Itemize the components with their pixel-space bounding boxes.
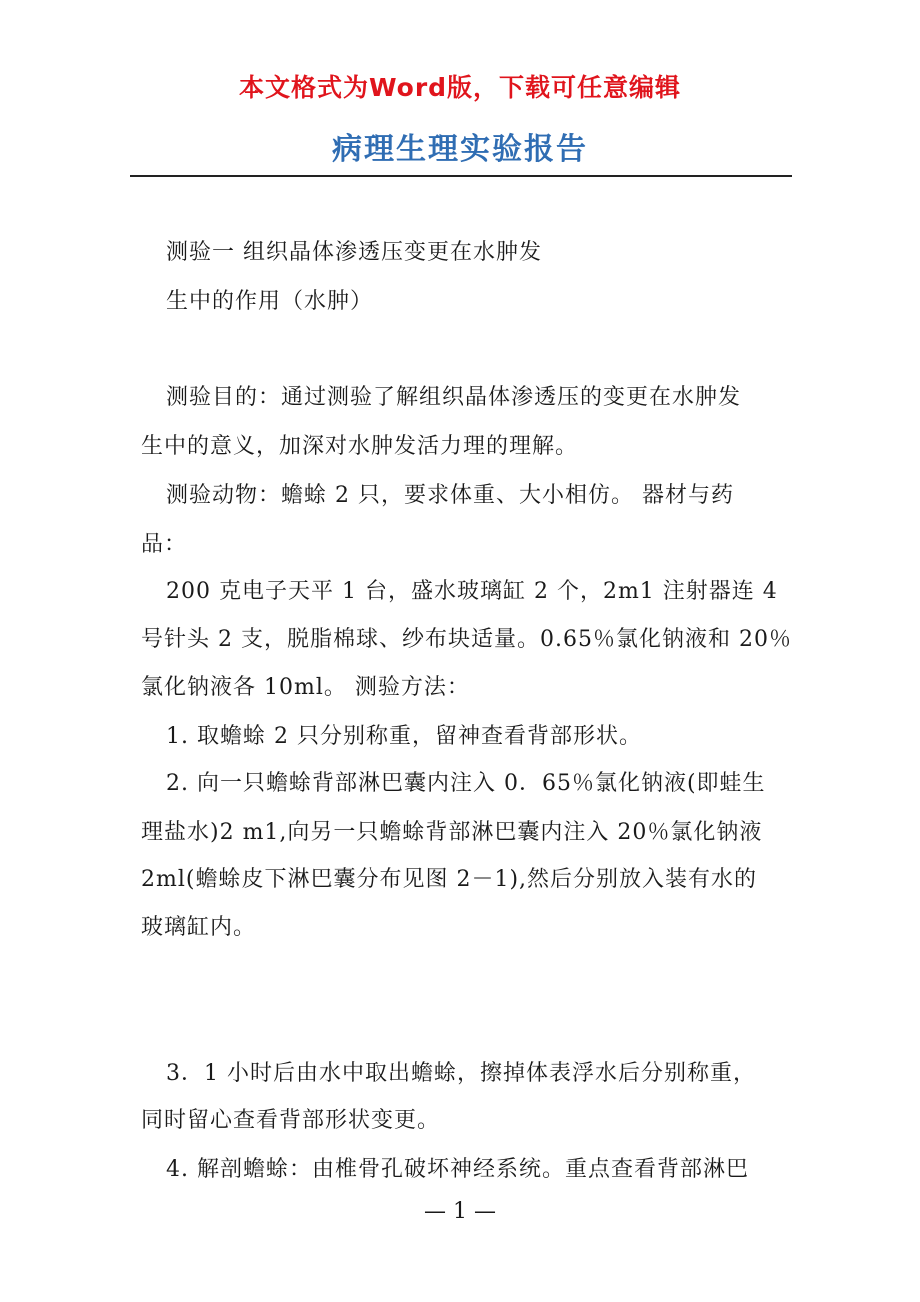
download-notice-banner: 本文格式为Word版，下载可任意编辑 [238, 73, 682, 102]
body-line: 200 克电子天平 1 台，盛水玻璃缸 2 个，2m1 注射器连 4 [166, 579, 778, 604]
title-divider [130, 175, 792, 177]
body-line: 3．1 小时后由水中取出蟾蜍，擦掉体表浮水后分别称重， [166, 1061, 756, 1086]
body-line: 测验目的：通过测验了解组织晶体渗透压的变更在水肿发 [166, 385, 742, 410]
experiment-heading-line-2: 生中的作用（水肿） [166, 289, 374, 314]
experiment-heading-line-1: 测验一 组织晶体渗透压变更在水肿发 [166, 240, 542, 265]
body-line: 4. 解剖蟾蜍：由椎骨孔破坏神经系统。重点查看背部淋巴 [166, 1157, 749, 1182]
body-line: 1. 取蟾蜍 2 只分别称重，留神查看背部形状。 [166, 724, 642, 749]
page-number: — 1 — [424, 1199, 496, 1224]
body-line: 玻璃缸内。 [141, 915, 257, 940]
body-line: 同时留心查看背部形状变更。 [141, 1108, 441, 1133]
body-line: 2. 向一只蟾蜍背部淋巴囊内注入 0．65％氯化钠液(即蛙生 [166, 771, 766, 796]
body-line: 生中的意义，加深对水肿发活力理的理解。 [141, 434, 579, 459]
body-line: 测验动物：蟾蜍 2 只，要求体重、大小相仿。 器材与药 [166, 483, 734, 508]
body-line: 氯化钠液各 10ml。 测验方法： [141, 675, 470, 700]
body-line: 2ml(蟾蜍皮下淋巴囊分布见图 2－1),然后分别放入装有水的 [141, 867, 758, 892]
body-line: 品： [141, 532, 188, 557]
body-line: 理盐水)2 m1,向另一只蟾蜍背部淋巴囊内注入 20％氯化钠液 [141, 820, 763, 845]
document-title: 病理生理实验报告 [332, 132, 588, 167]
body-line: 号针头 2 支，脱脂棉球、纱布块适量。0.65％氯化钠液和 20％ [141, 627, 792, 652]
